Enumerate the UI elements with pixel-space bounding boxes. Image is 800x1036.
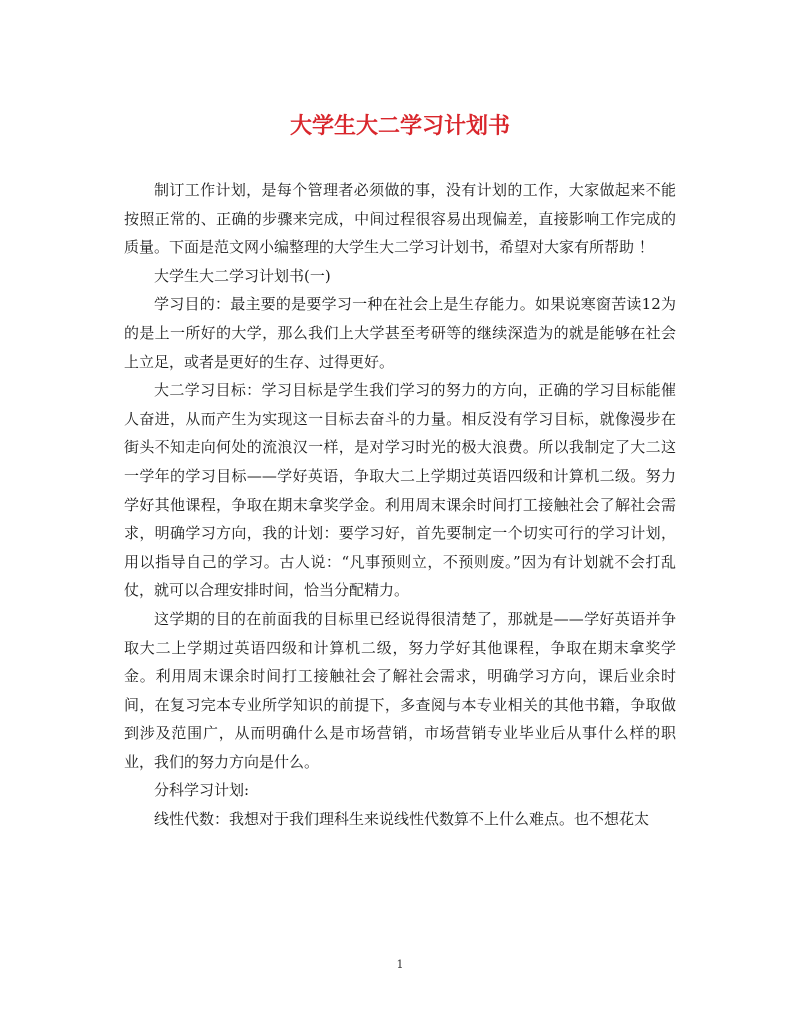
subject-plan-heading: 分科学习计划: [154, 781, 250, 800]
section-heading: 大学生大二学习计划书(一) [154, 266, 331, 285]
document-body [124, 176, 676, 834]
semester-goal-paragraph: 这学期的目的在前面我的目标里已经说得很清楚了，那就是——学好英语并争取大二上学期过英语四级和计算机二级，努力学好其他课程，争取在期末拿奖学金。利用周末课余时间打工接触社会了解社会需求，明确学习方向，课后业余时间，在复习完本专业所学知识的前提下，多查阅与本专业相关的其他书籍，争取做到涉及范围广，从而明确什么是市场营销，市场营销专业毕业后从事什么样的职业，我们的努力方向是什么。 [124, 609, 676, 771]
intro-paragraph: 制订工作计划，是每个管理者必须做的事，没有计划的工作，大家做起来不能按照正常的、正确的步骤来完成，中间过程很容易出现偏差，直接影响工作完成的质量。下面是范文网小编整理的大学生大二学习计划书，希望对大家有所帮助 ！ [124, 181, 676, 257]
study-purpose-paragraph: 学习目的：最主要的是要学习一种在社会上是生存能力。如果说寒窗苦读12为的是上一所好的大学，那么我们上大学甚至考研等的继续深造为的就是能够在社会上立足，或者是更好的生存、过得更好。 [124, 295, 676, 371]
page-number: 1 [396, 958, 404, 971]
study-goal-paragraph: 大二学习目标：学习目标是学生我们学习的努力的方向，正确的学习目标能催人奋进，从而产生为实现这一目标去奋斗的力量。相反没有学习目标，就像漫步在街头不知走向何处的流浪汉一样，是对学习时光的极大浪费。所以我制定了大二这一学年的学习目标——学好英语，争取大二上学期过英语四级和计算机二级。努力学好其他课程，争取在期末拿奖学金。利用周末课余时间打工接触社会了解社会需求，明确学习方向，我的计划：要学习好，首先要制定一个切实可行的学习计划，用以指导自己的学习。古人说：“凡事预则立，不预则废。”因为有计划就不会打乱仗，就可以合理安排时间，恰当分配精力。 [124, 381, 676, 600]
document-title: 大学生大二学习计划书 [289, 114, 510, 139]
linear-algebra-paragraph: 线性代数：我想对于我们理科生来说线性代数算不上什么难点。也不想花太 [154, 810, 650, 829]
